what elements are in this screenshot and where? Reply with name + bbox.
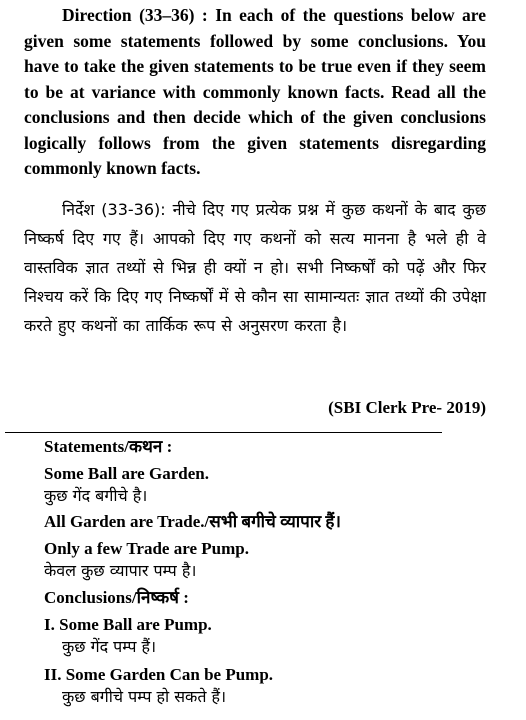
conclusion-2-hindi: कुछ बगीचे पम्प हो सकते हैं। bbox=[62, 687, 227, 706]
statement-1 bbox=[44, 463, 209, 507]
divider-line bbox=[5, 432, 442, 433]
conclusions-header-text: Conclusions/निष्कर्ष : bbox=[44, 588, 189, 607]
statements-header-text: Statements/कथन : bbox=[44, 437, 173, 456]
statement-3-english: Only a few Trade are Pump. bbox=[44, 539, 249, 558]
statement-1-hindi: कुछ गेंद बगीचे है। bbox=[44, 486, 148, 505]
conclusion-1-english: I. Some Ball are Pump. bbox=[44, 615, 212, 634]
conclusions-header bbox=[44, 587, 189, 609]
conclusion-1 bbox=[44, 614, 212, 658]
statement-3 bbox=[44, 538, 249, 582]
conclusion-2 bbox=[44, 664, 273, 708]
statement-2-english: All Garden are Trade./सभी बगीचे व्यापार हैं। bbox=[44, 512, 341, 531]
direction-hindi: निर्देश (33-36): नीचे दिए गए प्रत्येक प्रश्न में कुछ कथनों के बाद कुछ निष्कर्ष दिए गए हैं। आपको दिए गए कथनों को सत्य मानना है भले ही वे वास्तविक ज्ञात तथ्यों से भिन्न ही क्यों न हो। सभी निष्कर्षों को पढ़ें और फिर निश्चय करें कि दिए गए निष्कर्षों में से कौन सा सामान्यतः ज्ञात तथ्यों की उपेक्षा करते हुए कथनों का तार्किक रूप से अनुसरण करता है। bbox=[24, 200, 486, 335]
statement-3-hindi: केवल कुछ व्यापार पम्प है। bbox=[44, 561, 197, 580]
direction-english: Direction (33–36) : In each of the questions below are given some statements followed by some conclusions. You have to take the given statements to be true even if they seem to be at variance with commonly known facts. Read all the conclusions and then decide which of the given conclusions logically follows from the given statements disregarding commonly known facts. bbox=[24, 5, 486, 178]
statements-header bbox=[44, 436, 172, 458]
exam-source: (SBI Clerk Pre- 2019) bbox=[328, 398, 486, 417]
statement-1-english: Some Ball are Garden. bbox=[44, 464, 209, 483]
conclusion-1-hindi: कुछ गेंद पम्प हैं। bbox=[62, 637, 157, 656]
statement-2 bbox=[44, 511, 341, 533]
conclusion-2-english: II. Some Garden Can be Pump. bbox=[44, 665, 274, 684]
